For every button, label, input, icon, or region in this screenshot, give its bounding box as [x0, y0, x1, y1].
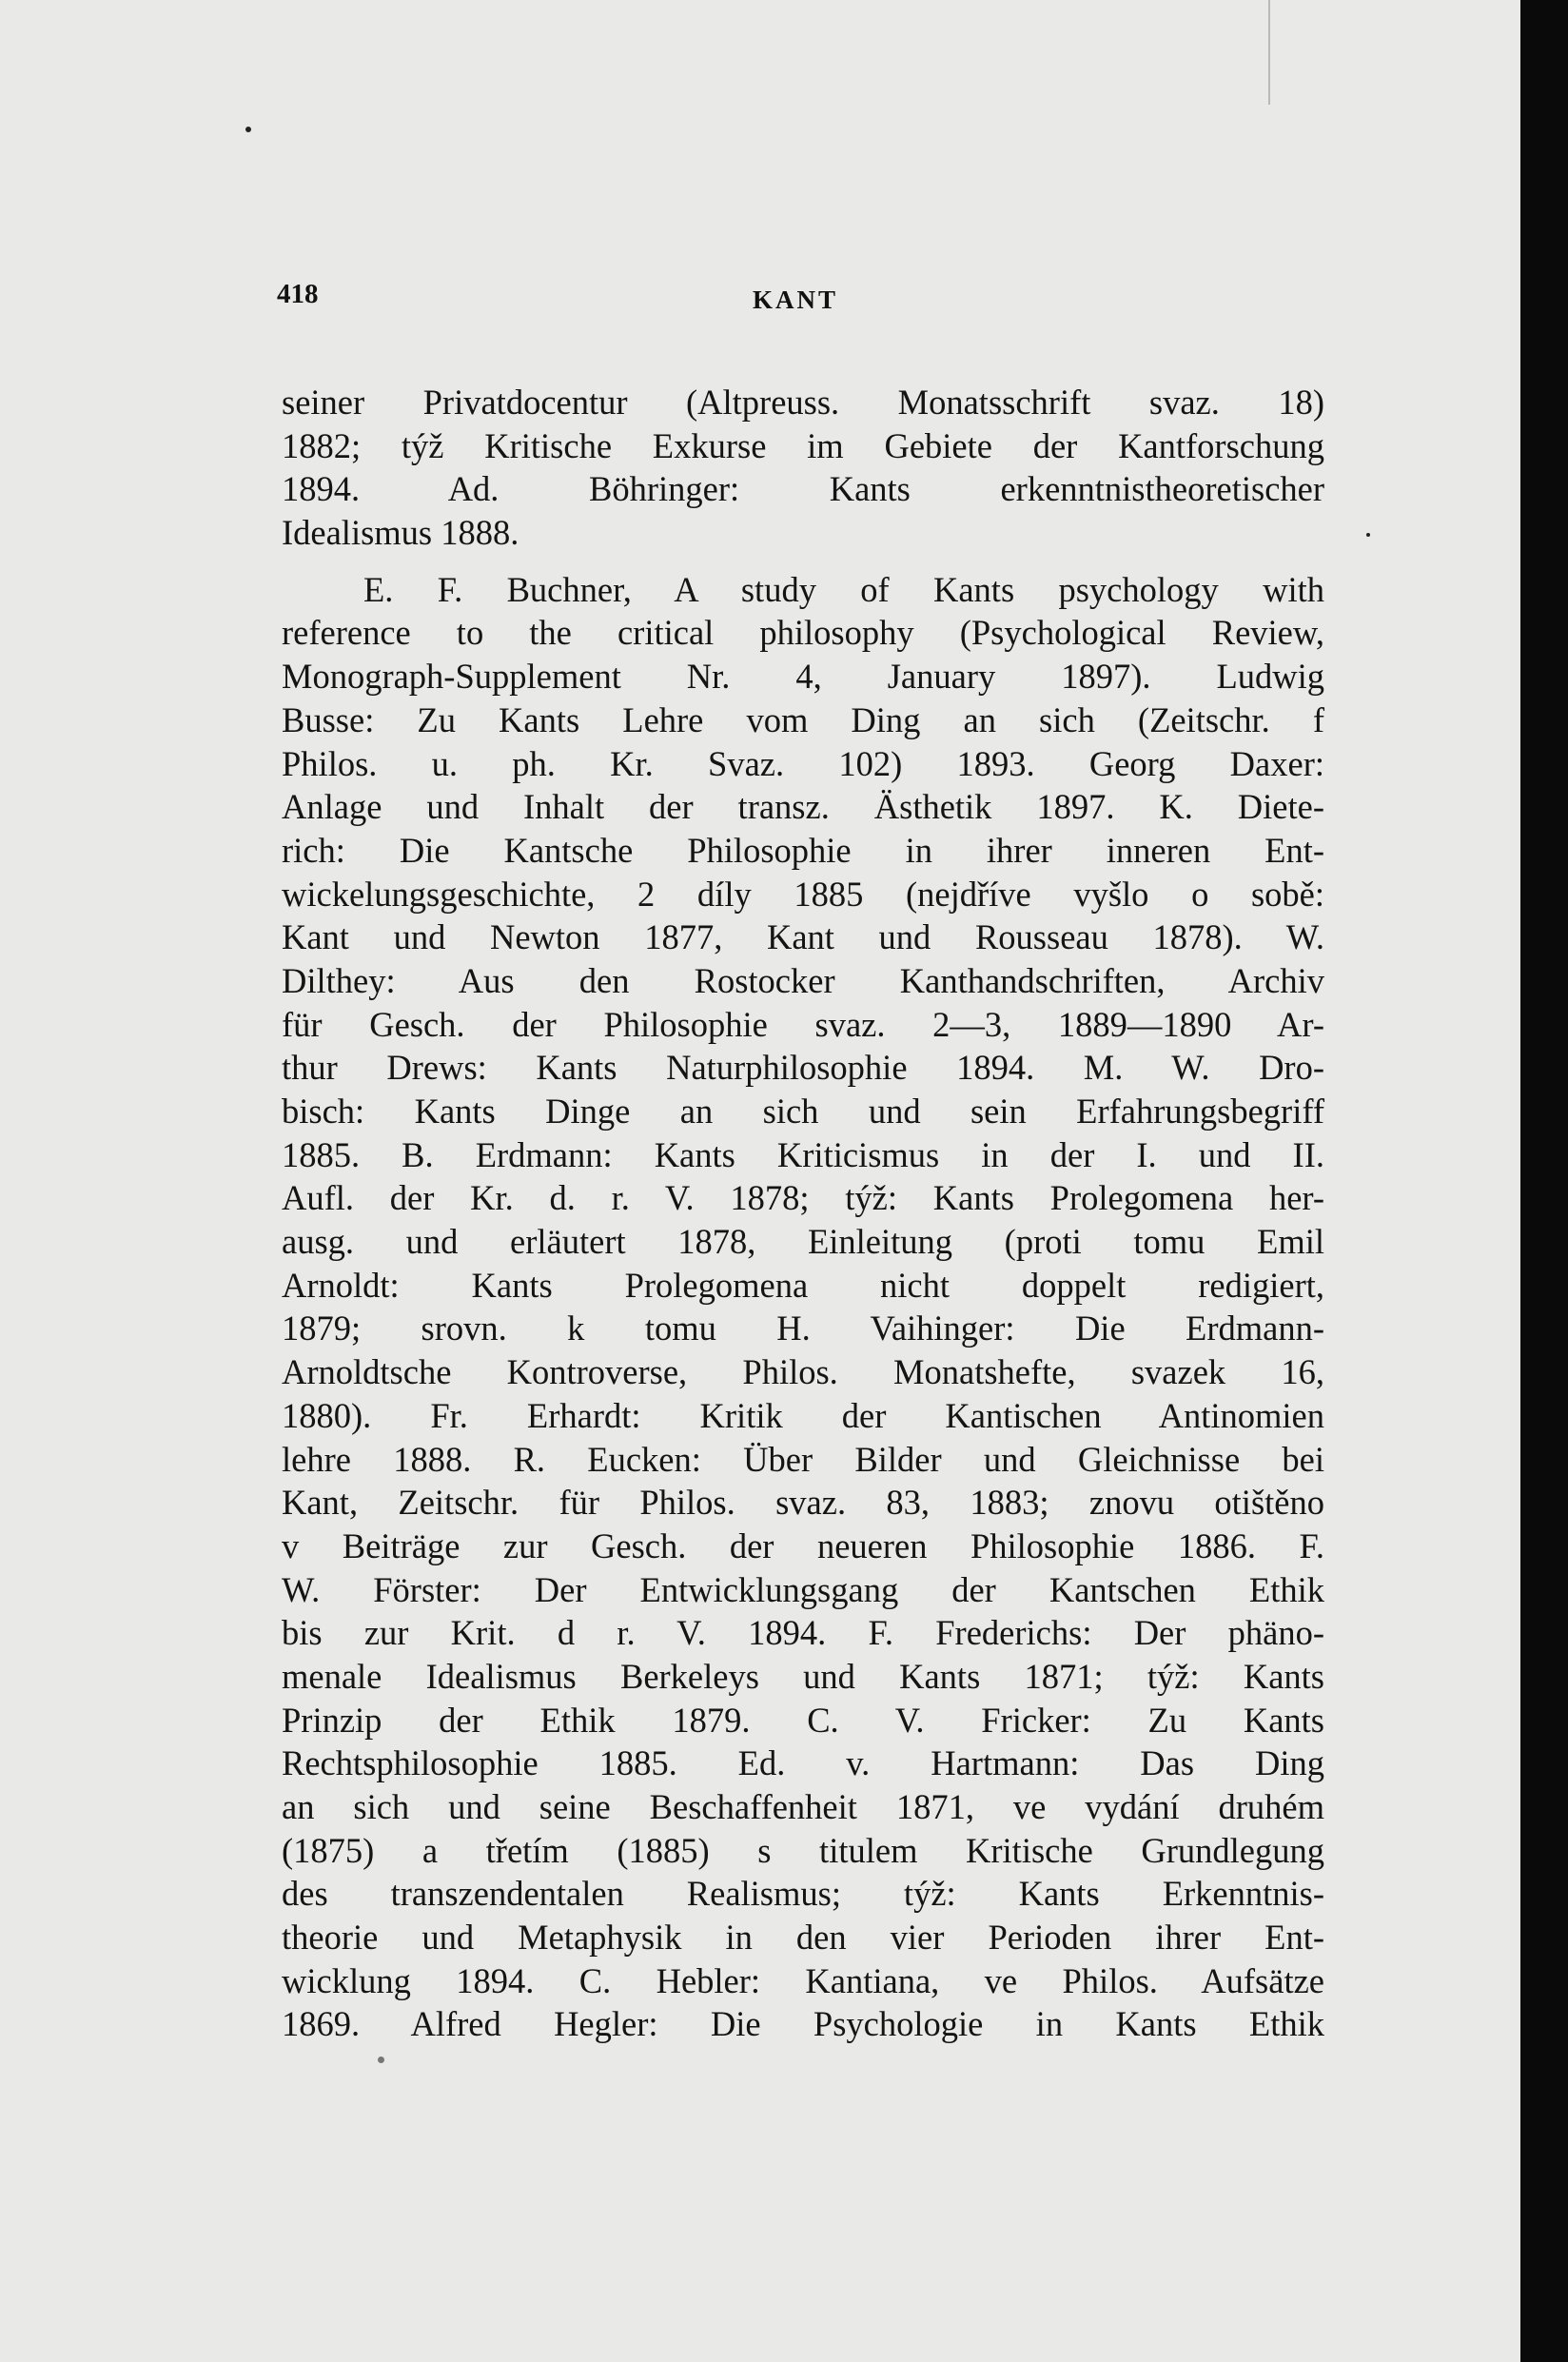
ink-speck [245, 127, 251, 132]
text-line: Dilthey: Aus den Rostocker Kanthandschriften, Archiv [282, 960, 1324, 1000]
text-line: wicklung 1894. C. Hebler: Kantiana, ve Philos. Aufsätze [282, 1960, 1324, 2000]
ink-speck [1366, 533, 1370, 537]
text-line: bisch: Kants Dinge an sich und sein Erfahrungsbegriff [282, 1092, 1324, 1131]
page-number: 418 [277, 279, 319, 309]
text-line: Philos. u. ph. Kr. Svaz. 102) 1893. Georg Daxer: [282, 743, 1324, 783]
text-line: Kant und Newton 1877, Kant und Rousseau 1878). W. [282, 917, 1324, 957]
text-line: des transzendentalen Realismus; týž: Kants Erkenntnis- [282, 1874, 1324, 1914]
page-crease [1268, 0, 1270, 105]
text-line: bis zur Krit. d r. V. 1894. F. Frederichs: Der phäno- [282, 1613, 1324, 1653]
text-line: reference to the critical philosophy (Psychological Review, [282, 613, 1324, 653]
text-line: Monograph-Supplement Nr. 4, January 1897). Ludwig [282, 657, 1324, 697]
paragraph-2 [282, 568, 1324, 2046]
page-header [277, 279, 1323, 326]
running-title: KANT [753, 285, 839, 314]
text-line: ausg. und erläutert 1878, Einleitung (proti tomu Emil [282, 1222, 1324, 1262]
paragraph-1 [282, 381, 1324, 555]
scan-border [1520, 0, 1568, 2362]
text-line: (1875) a třetím (1885) s titulem Kritische Grundlegung [282, 1830, 1324, 1870]
text-line: Arnoldt: Kants Prolegomena nicht doppelt redigiert, [282, 1265, 1324, 1305]
text-line: 1869. Alfred Hegler: Die Psychologie in Kants Ethik [282, 2004, 1324, 2044]
text-line: rich: Die Kantsche Philosophie in ihrer inneren Ent- [282, 830, 1324, 870]
text-line: Anlage und Inhalt der transz. Ästhetik 1897. K. Diete- [282, 787, 1324, 827]
text-line: thur Drews: Kants Naturphilosophie 1894. M. W. Dro- [282, 1048, 1324, 1088]
text-line: wickelungsgeschichte, 2 díly 1885 (nejdříve vyšlo o sobě: [282, 874, 1324, 914]
body-text [282, 381, 1324, 2046]
text-line: v Beiträge zur Gesch. der neueren Philosophie 1886. F. [282, 1525, 1324, 1565]
text-line: lehre 1888. R. Eucken: Über Bilder und Gleichnisse bei [282, 1439, 1324, 1479]
paragraph-gap [282, 555, 1324, 568]
text-line: W. Förster: Der Entwicklungsgang der Kantschen Ethik [282, 1569, 1324, 1609]
text-line: Rechtsphilosophie 1885. Ed. v. Hartmann: Das Ding [282, 1743, 1324, 1783]
text-line: Idealismus 1888. [282, 513, 519, 553]
text-line: theorie und Metaphysik in den vier Perioden ihrer Ent- [282, 1918, 1324, 1958]
text-line: 1880). Fr. Erhardt: Kritik der Kantischen Antinomien [282, 1395, 1324, 1435]
text-line: Aufl. der Kr. d. r. V. 1878; týž: Kants Prolegomena her- [282, 1178, 1324, 1218]
text-line: E. F. Buchner, A study of Kants psychology with [363, 569, 1324, 609]
text-line: Prinzip der Ethik 1879. C. V. Fricker: Zu Kants [282, 1700, 1324, 1740]
text-line: seiner Privatdocentur (Altpreuss. Monatsschrift svaz. 18) [282, 383, 1324, 422]
text-line: Kant, Zeitschr. für Philos. svaz. 83, 1883; znovu otištěno [282, 1483, 1324, 1523]
text-line: 1879; srovn. k tomu H. Vaihinger: Die Erdmann- [282, 1309, 1324, 1348]
text-line: 1894. Ad. Böhringer: Kants erkenntnistheoretischer [282, 469, 1324, 509]
ink-speck [378, 2057, 384, 2063]
text-line: menale Idealismus Berkeleys und Kants 1871; týž: Kants [282, 1656, 1324, 1696]
text-line: für Gesch. der Philosophie svaz. 2—3, 1889—1890 Ar- [282, 1004, 1324, 1044]
text-line: Busse: Zu Kants Lehre vom Ding an sich (Zeitschr. f [282, 699, 1324, 739]
text-line: 1885. B. Erdmann: Kants Kriticismus in der I. und II. [282, 1134, 1324, 1174]
text-line: Arnoldtsche Kontroverse, Philos. Monatshefte, svazek 16, [282, 1352, 1324, 1392]
text-line: 1882; týž Kritische Exkurse im Gebiete der Kantforschung [282, 425, 1324, 465]
text-line: an sich und seine Beschaffenheit 1871, ve vydání druhém [282, 1787, 1324, 1826]
